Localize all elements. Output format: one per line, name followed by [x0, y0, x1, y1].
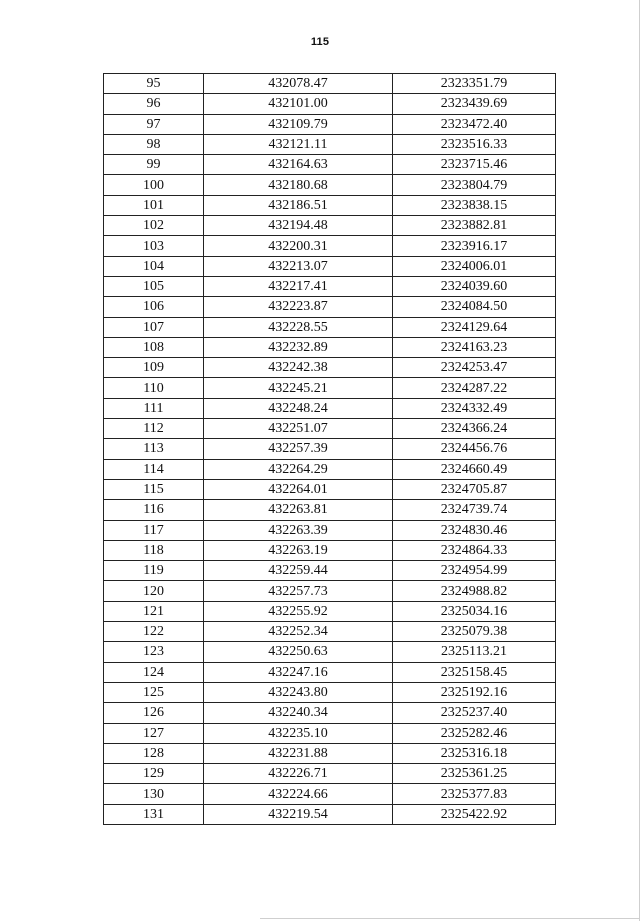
x-coordinate-cell: 432250.63 [204, 642, 393, 662]
coordinates-table [103, 73, 556, 825]
point-number-cell: 95 [104, 74, 204, 94]
table-row [104, 439, 556, 459]
table-row [104, 622, 556, 642]
point-number-cell: 125 [104, 682, 204, 702]
x-coordinate-cell: 432255.92 [204, 601, 393, 621]
point-number-cell: 131 [104, 804, 204, 824]
y-coordinate-cell: 2324864.33 [393, 540, 556, 560]
point-number-cell: 117 [104, 520, 204, 540]
table-row [104, 236, 556, 256]
table-row [104, 134, 556, 154]
point-number-cell: 99 [104, 155, 204, 175]
table-row [104, 297, 556, 317]
table-row [104, 784, 556, 804]
x-coordinate-cell: 432257.73 [204, 581, 393, 601]
table-body [104, 74, 556, 825]
y-coordinate-cell: 2324739.74 [393, 500, 556, 520]
table-row [104, 74, 556, 94]
scan-bottom-line [260, 918, 640, 919]
point-number-cell: 124 [104, 662, 204, 682]
table-row [104, 601, 556, 621]
table-row [104, 520, 556, 540]
x-coordinate-cell: 432109.79 [204, 114, 393, 134]
table-row [104, 743, 556, 763]
point-number-cell: 120 [104, 581, 204, 601]
page-number: 115 [310, 36, 330, 48]
y-coordinate-cell: 2323715.46 [393, 155, 556, 175]
x-coordinate-cell: 432228.55 [204, 317, 393, 337]
y-coordinate-cell: 2324660.49 [393, 459, 556, 479]
x-coordinate-cell: 432180.68 [204, 175, 393, 195]
x-coordinate-cell: 432164.63 [204, 155, 393, 175]
table-row [104, 703, 556, 723]
x-coordinate-cell: 432263.39 [204, 520, 393, 540]
x-coordinate-cell: 432251.07 [204, 419, 393, 439]
table-row [104, 561, 556, 581]
x-coordinate-cell: 432217.41 [204, 276, 393, 296]
y-coordinate-cell: 2324830.46 [393, 520, 556, 540]
y-coordinate-cell: 2324129.64 [393, 317, 556, 337]
point-number-cell: 109 [104, 358, 204, 378]
x-coordinate-cell: 432213.07 [204, 256, 393, 276]
point-number-cell: 98 [104, 134, 204, 154]
y-coordinate-cell: 2324988.82 [393, 581, 556, 601]
point-number-cell: 126 [104, 703, 204, 723]
table-row [104, 682, 556, 702]
y-coordinate-cell: 2325237.40 [393, 703, 556, 723]
x-coordinate-cell: 432259.44 [204, 561, 393, 581]
x-coordinate-cell: 432263.19 [204, 540, 393, 560]
y-coordinate-cell: 2324705.87 [393, 479, 556, 499]
point-number-cell: 128 [104, 743, 204, 763]
point-number-cell: 129 [104, 764, 204, 784]
table-row [104, 459, 556, 479]
point-number-cell: 104 [104, 256, 204, 276]
point-number-cell: 127 [104, 723, 204, 743]
point-number-cell: 106 [104, 297, 204, 317]
y-coordinate-cell: 2323882.81 [393, 216, 556, 236]
point-number-cell: 102 [104, 216, 204, 236]
y-coordinate-cell: 2324006.01 [393, 256, 556, 276]
x-coordinate-cell: 432194.48 [204, 216, 393, 236]
x-coordinate-cell: 432252.34 [204, 622, 393, 642]
point-number-cell: 111 [104, 398, 204, 418]
table-row [104, 540, 556, 560]
point-number-cell: 113 [104, 439, 204, 459]
y-coordinate-cell: 2324332.49 [393, 398, 556, 418]
table-row [104, 764, 556, 784]
x-coordinate-cell: 432101.00 [204, 94, 393, 114]
x-coordinate-cell: 432223.87 [204, 297, 393, 317]
y-coordinate-cell: 2324287.22 [393, 378, 556, 398]
table-row [104, 804, 556, 824]
y-coordinate-cell: 2323838.15 [393, 195, 556, 215]
point-number-cell: 103 [104, 236, 204, 256]
table-row [104, 256, 556, 276]
y-coordinate-cell: 2325316.18 [393, 743, 556, 763]
x-coordinate-cell: 432247.16 [204, 662, 393, 682]
x-coordinate-cell: 432078.47 [204, 74, 393, 94]
point-number-cell: 100 [104, 175, 204, 195]
point-number-cell: 122 [104, 622, 204, 642]
point-number-cell: 130 [104, 784, 204, 804]
table-row [104, 317, 556, 337]
point-number-cell: 96 [104, 94, 204, 114]
y-coordinate-cell: 2324366.24 [393, 419, 556, 439]
y-coordinate-cell: 2325079.38 [393, 622, 556, 642]
y-coordinate-cell: 2325113.21 [393, 642, 556, 662]
y-coordinate-cell: 2324954.99 [393, 561, 556, 581]
y-coordinate-cell: 2324253.47 [393, 358, 556, 378]
x-coordinate-cell: 432231.88 [204, 743, 393, 763]
y-coordinate-cell: 2323439.69 [393, 94, 556, 114]
y-coordinate-cell: 2325377.83 [393, 784, 556, 804]
y-coordinate-cell: 2324163.23 [393, 337, 556, 357]
point-number-cell: 114 [104, 459, 204, 479]
x-coordinate-cell: 432200.31 [204, 236, 393, 256]
x-coordinate-cell: 432226.71 [204, 764, 393, 784]
table-row [104, 378, 556, 398]
table-row [104, 155, 556, 175]
table-row [104, 114, 556, 134]
point-number-cell: 119 [104, 561, 204, 581]
table-row [104, 419, 556, 439]
table-row [104, 398, 556, 418]
table-row [104, 94, 556, 114]
y-coordinate-cell: 2324456.76 [393, 439, 556, 459]
x-coordinate-cell: 432240.34 [204, 703, 393, 723]
table-row [104, 642, 556, 662]
point-number-cell: 115 [104, 479, 204, 499]
x-coordinate-cell: 432219.54 [204, 804, 393, 824]
table-row [104, 662, 556, 682]
point-number-cell: 101 [104, 195, 204, 215]
point-number-cell: 97 [104, 114, 204, 134]
point-number-cell: 108 [104, 337, 204, 357]
point-number-cell: 116 [104, 500, 204, 520]
x-coordinate-cell: 432242.38 [204, 358, 393, 378]
y-coordinate-cell: 2323804.79 [393, 175, 556, 195]
table-row [104, 195, 556, 215]
x-coordinate-cell: 432243.80 [204, 682, 393, 702]
point-number-cell: 107 [104, 317, 204, 337]
y-coordinate-cell: 2325034.16 [393, 601, 556, 621]
y-coordinate-cell: 2325192.16 [393, 682, 556, 702]
x-coordinate-cell: 432248.24 [204, 398, 393, 418]
y-coordinate-cell: 2323916.17 [393, 236, 556, 256]
x-coordinate-cell: 432264.29 [204, 459, 393, 479]
y-coordinate-cell: 2323351.79 [393, 74, 556, 94]
table-row [104, 276, 556, 296]
table-row [104, 337, 556, 357]
x-coordinate-cell: 432245.21 [204, 378, 393, 398]
y-coordinate-cell: 2323472.40 [393, 114, 556, 134]
point-number-cell: 112 [104, 419, 204, 439]
x-coordinate-cell: 432257.39 [204, 439, 393, 459]
table-row [104, 500, 556, 520]
y-coordinate-cell: 2325158.45 [393, 662, 556, 682]
table-row [104, 175, 556, 195]
point-number-cell: 110 [104, 378, 204, 398]
y-coordinate-cell: 2324039.60 [393, 276, 556, 296]
point-number-cell: 118 [104, 540, 204, 560]
y-coordinate-cell: 2325361.25 [393, 764, 556, 784]
table-row [104, 479, 556, 499]
y-coordinate-cell: 2325282.46 [393, 723, 556, 743]
y-coordinate-cell: 2325422.92 [393, 804, 556, 824]
x-coordinate-cell: 432224.66 [204, 784, 393, 804]
x-coordinate-cell: 432232.89 [204, 337, 393, 357]
table-row [104, 581, 556, 601]
x-coordinate-cell: 432186.51 [204, 195, 393, 215]
table-row [104, 216, 556, 236]
point-number-cell: 105 [104, 276, 204, 296]
y-coordinate-cell: 2323516.33 [393, 134, 556, 154]
table-row [104, 723, 556, 743]
x-coordinate-cell: 432263.81 [204, 500, 393, 520]
x-coordinate-cell: 432121.11 [204, 134, 393, 154]
x-coordinate-cell: 432264.01 [204, 479, 393, 499]
x-coordinate-cell: 432235.10 [204, 723, 393, 743]
table-row [104, 358, 556, 378]
point-number-cell: 123 [104, 642, 204, 662]
y-coordinate-cell: 2324084.50 [393, 297, 556, 317]
point-number-cell: 121 [104, 601, 204, 621]
